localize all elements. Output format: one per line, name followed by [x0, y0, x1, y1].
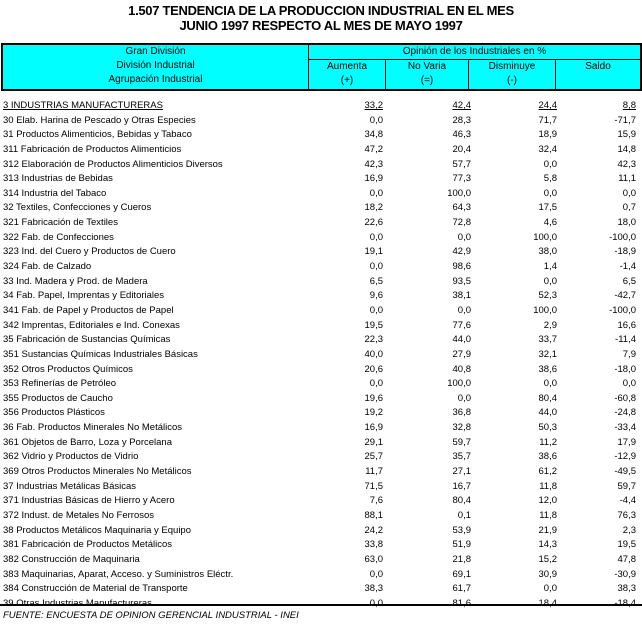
cell-saldo: 15,9 — [617, 129, 636, 141]
cell-saldo: -24,8 — [614, 407, 636, 419]
cell-saldo: -71,7 — [614, 114, 636, 126]
cell-aumenta: 88,1 — [364, 509, 383, 521]
cell-aumenta: 20,6 — [364, 363, 383, 375]
table-row — [0, 392, 642, 407]
table-bottom-rule — [0, 604, 642, 606]
table-row — [0, 231, 642, 246]
cell-disminuye: 0,0 — [543, 275, 557, 287]
row-name: 312 Elaboración de Productos Alimenticios Diversos — [3, 158, 223, 170]
table-row — [0, 421, 642, 436]
cell-disminuye: 11,8 — [539, 509, 557, 521]
table-row — [0, 538, 642, 553]
cell-disminuye: 44,0 — [538, 407, 557, 419]
cell-no-varia: 59,7 — [452, 436, 471, 448]
cell-aumenta: 0,0 — [369, 568, 383, 580]
row-name: 372 Indust. de Metales No Ferrosos — [3, 509, 155, 521]
cell-aumenta: 18,2 — [364, 202, 383, 214]
header-col-sign: (-) — [507, 75, 517, 86]
table-row — [0, 553, 642, 568]
cell-no-varia: 61,7 — [452, 583, 471, 595]
row-name: 383 Maquinarias, Aparat, Acceso. y Suministros Eléctr. — [3, 568, 234, 580]
header-agrupacion-industrial: Agrupación Industrial — [108, 74, 203, 85]
cell-saldo: -49,5 — [614, 466, 636, 478]
cell-no-varia: 38,1 — [452, 290, 471, 302]
cell-disminuye: 32,4 — [538, 143, 557, 155]
table-row-total — [0, 99, 642, 114]
row-name: 36 Fab. Productos Minerales No Metálicos — [3, 422, 182, 434]
table-row — [0, 406, 642, 421]
header-division-industrial: División Industrial — [116, 60, 195, 71]
cell-no-varia: 77,6 — [452, 319, 471, 331]
table-title-line-1: 1.507 TENDENCIA DE LA PRODUCCION INDUSTRIAL EN EL MES — [128, 3, 514, 18]
header-col-sign — [556, 74, 640, 88]
cell-no-varia: 16,7 — [452, 480, 471, 492]
table-row — [0, 114, 642, 129]
cell-aumenta: 25,7 — [364, 451, 383, 463]
table-row — [0, 172, 642, 187]
cell-saldo: 59,7 — [617, 480, 636, 492]
cell-saldo: 76,3 — [617, 509, 636, 521]
row-name: 355 Productos de Caucho — [3, 392, 113, 404]
row-name: 351 Sustancias Químicas Industriales Básicas — [3, 348, 198, 360]
row-name: 353 Refinerías de Petróleo — [3, 378, 117, 390]
cell-saldo: -60,8 — [614, 392, 636, 404]
cell-disminuye: 0,0 — [543, 187, 557, 199]
table-row — [0, 187, 642, 202]
cell-aumenta: 71,5 — [364, 480, 383, 492]
table-row — [0, 260, 642, 275]
table-row — [0, 143, 642, 158]
cell-saldo: -4,4 — [619, 495, 636, 507]
cell-no-varia: 36,8 — [452, 407, 471, 419]
cell-disminuye: 11,2 — [539, 436, 557, 448]
cell-aumenta: 0,0 — [369, 261, 383, 273]
cell-saldo: 18,0 — [617, 217, 636, 229]
cell-no-varia: 51,9 — [452, 539, 471, 551]
cell-saldo: 17,9 — [617, 436, 636, 448]
row-name: 321 Fabricación de Textiles — [3, 217, 118, 229]
table-row — [0, 568, 642, 583]
cell-aumenta: 63,0 — [364, 553, 383, 565]
cell-saldo: -12,9 — [614, 451, 636, 463]
header-col-sign: (=) — [420, 75, 434, 86]
cell-saldo: 14,8 — [617, 143, 636, 155]
cell-aumenta: 0,0 — [369, 187, 383, 199]
cell-aumenta: 16,9 — [364, 173, 383, 185]
cell-disminuye: 30,9 — [538, 568, 557, 580]
cell-disminuye: 2,9 — [543, 319, 557, 331]
row-name: 324 Fab. de Calzado — [3, 261, 92, 273]
cell-disminuye: 0,0 — [543, 583, 557, 595]
row-name: 361 Objetos de Barro, Loza y Porcelana — [3, 436, 172, 448]
cell-saldo: 6,5 — [622, 275, 636, 287]
cell-disminuye: 11,8 — [539, 480, 557, 492]
cell-aumenta: 47,2 — [364, 143, 383, 155]
row-name: 369 Otros Productos Minerales No Metálicos — [3, 466, 192, 478]
header-col-label: Disminuye — [488, 61, 536, 72]
table-title-line-2: JUNIO 1997 RESPECTO AL MES DE MAYO 1997 — [179, 18, 463, 33]
table-row — [0, 582, 642, 597]
cell-aumenta: 11,7 — [365, 466, 383, 478]
cell-aumenta: 42,3 — [364, 158, 383, 170]
table-row — [0, 319, 642, 334]
cell-saldo: -33,4 — [614, 422, 636, 434]
cell-disminuye: 33,7 — [538, 334, 557, 346]
cell-no-varia: 98,6 — [452, 261, 471, 273]
cell-aumenta: 33,8 — [364, 539, 383, 551]
cell-no-varia: 44,0 — [452, 334, 471, 346]
cell-aumenta: 38,3 — [364, 583, 383, 595]
row-name: 311 Fabricación de Productos Alimenticios — [3, 143, 182, 155]
cell-saldo: -100,0 — [609, 304, 636, 316]
cell-saldo: 42,3 — [617, 158, 636, 170]
table-row — [0, 245, 642, 260]
cell-no-varia: 0,0 — [457, 231, 471, 243]
cell-saldo: -1,4 — [619, 261, 636, 273]
table-row — [0, 509, 642, 524]
row-name: 314 Industria del Tabaco — [3, 187, 107, 199]
row-name: 341 Fab. de Papel y Productos de Papel — [3, 304, 174, 316]
cell-disminuye: 14,3 — [538, 539, 557, 551]
cell-disminuye: 12,0 — [538, 495, 557, 507]
cell-saldo: -42,7 — [614, 290, 636, 302]
cell-no-varia: 42,4 — [452, 100, 471, 111]
row-name: 362 Vidrio y Productos de Vidrio — [3, 451, 139, 463]
cell-aumenta: 0,0 — [369, 304, 383, 316]
table-row — [0, 333, 642, 348]
cell-disminuye: 0,0 — [543, 158, 557, 170]
header-col-sign: (+) — [340, 75, 354, 86]
cell-no-varia: 27,1 — [452, 466, 471, 478]
cell-saldo: -11,4 — [615, 334, 636, 346]
table-row — [0, 289, 642, 304]
cell-disminuye: 80,4 — [538, 392, 557, 404]
row-name: 30 Elab. Harina de Pescado y Otras Especies — [3, 114, 196, 126]
cell-no-varia: 20,4 — [452, 143, 471, 155]
cell-disminuye: 24,4 — [538, 100, 557, 111]
cell-disminuye: 38,6 — [538, 363, 557, 375]
cell-disminuye: 32,1 — [538, 348, 557, 360]
cell-saldo: 16,6 — [617, 319, 636, 331]
cell-disminuye: 4,6 — [543, 217, 557, 229]
cell-aumenta: 24,2 — [364, 524, 383, 536]
cell-disminuye: 100,0 — [533, 304, 557, 316]
cell-saldo: -100,0 — [609, 231, 636, 243]
table-row — [0, 275, 642, 290]
source-note: FUENTE: ENCUESTA DE OPINION GERENCIAL INDUSTRIAL - INEI — [3, 610, 299, 621]
row-name: 322 Fab. de Confecciones — [3, 231, 114, 243]
table-row — [0, 480, 642, 495]
cell-no-varia: 32,8 — [452, 422, 471, 434]
cell-no-varia: 27,9 — [452, 348, 471, 360]
cell-disminuye: 5,8 — [543, 173, 557, 185]
cell-saldo: -18,9 — [614, 246, 636, 258]
cell-aumenta: 19,1 — [364, 246, 383, 258]
cell-no-varia: 0,1 — [457, 509, 471, 521]
cell-saldo: 8,8 — [622, 100, 636, 111]
table-row — [0, 450, 642, 465]
header-classification — [3, 45, 309, 89]
cell-no-varia: 57,7 — [452, 158, 471, 170]
cell-saldo: -30,9 — [614, 568, 636, 580]
table-row — [0, 377, 642, 392]
table-row — [0, 128, 642, 143]
cell-aumenta: 22,3 — [364, 334, 383, 346]
cell-disminuye: 50,3 — [538, 422, 557, 434]
cell-no-varia: 77,3 — [452, 173, 471, 185]
cell-no-varia: 21,8 — [452, 553, 471, 565]
cell-aumenta: 19,2 — [364, 407, 383, 419]
cell-disminuye: 38,0 — [538, 246, 557, 258]
cell-saldo: 0,7 — [622, 202, 636, 214]
cell-no-varia: 100,0 — [447, 378, 471, 390]
header-col-aumenta — [309, 60, 386, 89]
cell-no-varia: 100,0 — [447, 187, 471, 199]
row-name: 382 Construcción de Maquinaria — [3, 553, 140, 565]
cell-disminuye: 52,3 — [538, 290, 557, 302]
cell-saldo: 0,0 — [622, 378, 636, 390]
row-name: 3 INDUSTRIAS MANUFACTURERAS — [3, 100, 163, 111]
cell-saldo: 38,3 — [617, 583, 636, 595]
table-row — [0, 158, 642, 173]
table-row — [0, 465, 642, 480]
cell-saldo: 2,3 — [622, 524, 636, 536]
header-col-disminuye — [469, 60, 556, 89]
cell-saldo: 7,9 — [622, 348, 636, 360]
cell-aumenta: 0,0 — [369, 378, 383, 390]
cell-aumenta: 29,1 — [364, 436, 383, 448]
cell-disminuye: 17,5 — [538, 202, 557, 214]
cell-no-varia: 80,4 — [452, 495, 471, 507]
table-row — [0, 348, 642, 363]
cell-disminuye: 61,2 — [538, 466, 557, 478]
header-opinion-group: Opinión de los Industriales en % — [309, 45, 640, 60]
cell-disminuye: 38,6 — [538, 451, 557, 463]
cell-no-varia: 64,3 — [452, 202, 471, 214]
row-name: 352 Otros Productos Químicos — [3, 363, 133, 375]
cell-no-varia: 0,0 — [457, 392, 471, 404]
row-name: 323 Ind. del Cuero y Productos de Cuero — [3, 246, 176, 258]
header-col-no-varia — [386, 60, 469, 89]
row-name: 33 Ind. Madera y Prod. de Madera — [3, 275, 148, 287]
table-row — [0, 436, 642, 451]
cell-disminuye: 18,9 — [538, 129, 557, 141]
row-name: 371 Industrias Básicas de Hierro y Acero — [3, 495, 175, 507]
cell-no-varia: 46,3 — [452, 129, 471, 141]
header-col-label: Aumenta — [326, 61, 368, 72]
header-col-label: Saldo — [585, 61, 611, 72]
cell-disminuye: 0,0 — [543, 378, 557, 390]
row-name: 381 Fabricación de Productos Metálicos — [3, 539, 172, 551]
header-col-saldo — [556, 60, 640, 89]
cell-aumenta: 9,6 — [369, 290, 383, 302]
cell-aumenta: 33,2 — [364, 100, 383, 111]
cell-aumenta: 19,6 — [364, 392, 383, 404]
cell-saldo: 0,0 — [622, 187, 636, 199]
row-name: 35 Fabricación de Sustancias Químicas — [3, 334, 171, 346]
cell-disminuye: 1,4 — [543, 261, 557, 273]
cell-no-varia: 28,3 — [452, 114, 471, 126]
table-row — [0, 201, 642, 216]
table-row — [0, 494, 642, 509]
cell-aumenta: 7,6 — [369, 495, 383, 507]
header-gran-division: Gran División — [125, 46, 186, 57]
table-body — [0, 99, 642, 611]
cell-saldo: 11,1 — [618, 173, 636, 185]
cell-disminuye: 100,0 — [533, 231, 557, 243]
cell-no-varia: 42,9 — [452, 246, 471, 258]
cell-no-varia: 40,8 — [452, 363, 471, 375]
cell-no-varia: 72,8 — [452, 217, 471, 229]
row-name: 34 Fab. Papel, Imprentas y Editoriales — [3, 290, 165, 302]
header-col-label: No Varia — [407, 61, 447, 72]
table-row — [0, 363, 642, 378]
row-name: 356 Productos Plásticos — [3, 407, 105, 419]
cell-aumenta: 19,5 — [364, 319, 383, 331]
cell-saldo: -18,0 — [614, 363, 636, 375]
table-row — [0, 216, 642, 231]
cell-aumenta: 0,0 — [369, 114, 383, 126]
row-name: 32 Textiles, Confecciones y Cueros — [3, 202, 152, 214]
cell-no-varia: 0,0 — [457, 304, 471, 316]
cell-no-varia: 53,9 — [452, 524, 471, 536]
cell-saldo: 19,5 — [617, 539, 636, 551]
cell-aumenta: 22,6 — [364, 217, 383, 229]
cell-disminuye: 15,2 — [538, 553, 557, 565]
table-header — [1, 43, 642, 91]
cell-aumenta: 6,5 — [369, 275, 383, 287]
row-name: 384 Construcción de Material de Transporte — [3, 583, 188, 595]
row-name: 31 Productos Alimenticios, Bebidas y Tabaco — [3, 129, 192, 141]
cell-aumenta: 34,8 — [364, 129, 383, 141]
row-name: 313 Industrias de Bebidas — [3, 173, 113, 185]
cell-no-varia: 93,5 — [452, 275, 471, 287]
cell-disminuye: 71,7 — [538, 114, 557, 126]
row-name: 342 Imprentas, Editoriales e Ind. Conexas — [3, 319, 180, 331]
cell-no-varia: 69,1 — [452, 568, 471, 580]
cell-aumenta: 0,0 — [369, 231, 383, 243]
row-name: 38 Productos Metálicos Maquinaria y Equipo — [3, 524, 191, 536]
table-row — [0, 524, 642, 539]
cell-saldo: 47,8 — [617, 553, 636, 565]
cell-no-varia: 35,7 — [452, 451, 471, 463]
cell-aumenta: 40,0 — [364, 348, 383, 360]
row-name: 37 Industrias Metálicas Básicas — [3, 480, 137, 492]
table-row — [0, 304, 642, 319]
cell-disminuye: 21,9 — [538, 524, 557, 536]
cell-aumenta: 16,9 — [364, 422, 383, 434]
